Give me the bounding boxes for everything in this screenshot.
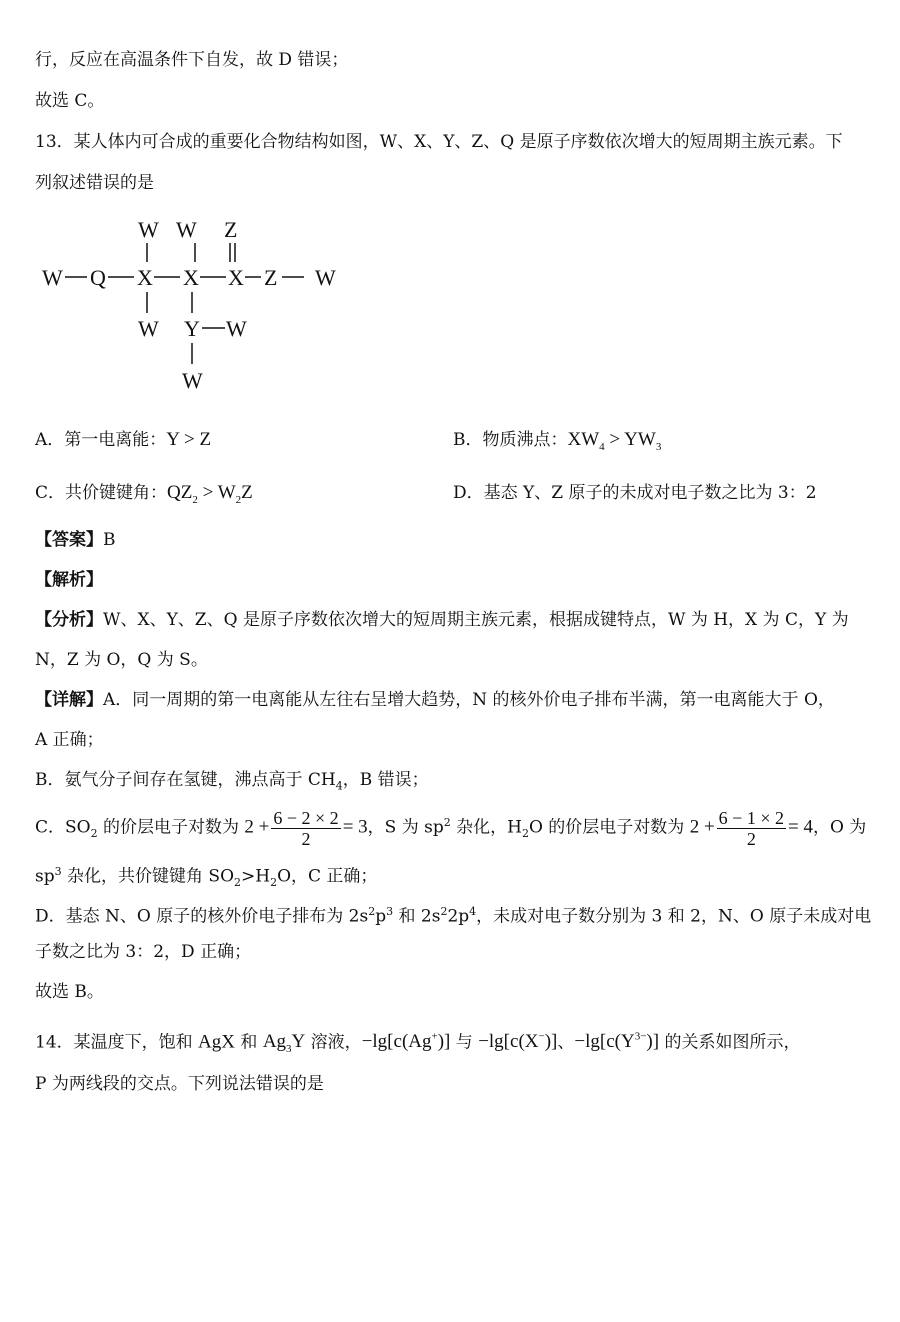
text-line: 子数之比为 3：2，D 正确； xyxy=(35,942,252,962)
atom-x: X xyxy=(137,265,153,290)
text-part: ，O 为 xyxy=(812,817,867,838)
math-part xyxy=(574,1031,659,1052)
text-part: 的关系如图所示， xyxy=(659,1032,801,1053)
expr-part: > W xyxy=(197,482,236,503)
text-part: C．SO xyxy=(35,817,91,838)
atom-w: W xyxy=(315,265,336,290)
expr-part: Z xyxy=(241,482,253,503)
text-part: B．氨气分子间存在氢键，沸点高于 CH xyxy=(35,770,336,790)
atom-w: W xyxy=(182,368,203,393)
superscript: 2 xyxy=(368,905,376,918)
text-line xyxy=(35,768,429,798)
text-part: 2p xyxy=(447,906,470,927)
question-13-stem-cont: 列叙述错误的是 xyxy=(35,173,154,193)
answer-label: 【答案】 xyxy=(35,530,103,550)
fraction-numerator: 6 − 1 × 2 xyxy=(718,807,784,828)
text-part: 与 xyxy=(450,1032,479,1053)
text-part: sp xyxy=(35,866,55,887)
fraction-numerator: 6 − 2 × 2 xyxy=(273,807,339,828)
math-part: −lg[c(Ag xyxy=(361,1031,432,1053)
text-part: p xyxy=(375,906,387,927)
text-part: 杂化，H xyxy=(450,817,522,838)
superscript: 3− xyxy=(634,1031,647,1043)
subscript: 2 xyxy=(270,876,278,890)
answer-value: B xyxy=(103,530,116,550)
math-part: Ag xyxy=(262,1031,287,1053)
subscript: 2 xyxy=(234,876,241,890)
atom-x: X xyxy=(183,265,199,290)
answer-line xyxy=(35,528,116,552)
subscript: 4 xyxy=(599,440,605,453)
math-part: 2 + xyxy=(244,816,270,838)
text-part: ，S 为 sp xyxy=(367,817,444,838)
atom-w: W xyxy=(176,217,197,242)
superscript: 3 xyxy=(386,905,394,918)
expr-part: XW xyxy=(567,429,600,450)
atom-w: W xyxy=(138,316,159,341)
math-part: = 4 xyxy=(787,816,813,838)
text-part: ，未成对电子数分别为 3 和 2，N、O 原子未成对电 xyxy=(476,906,872,927)
option-d[interactable]: D．基态 Y、Z 原子的未成对电子数之比为 3：2 xyxy=(453,483,817,503)
option-c-label: C．共价键键角： xyxy=(35,483,168,503)
fraction xyxy=(717,808,786,849)
option-b-label: B．物质沸点： xyxy=(453,430,568,450)
math-part xyxy=(262,1031,306,1056)
text-line: 故选 B。 xyxy=(35,982,104,1002)
question-14-stem-cont: P 为两线段的交点。下列说法错误的是 xyxy=(35,1074,324,1094)
superscript: 2 xyxy=(440,905,448,918)
analysis-xiangjie xyxy=(35,688,835,712)
text-part: O 的价层电子对数为 xyxy=(528,817,685,838)
math-part xyxy=(362,1031,451,1052)
option-a-label: A．第一电离能： xyxy=(35,430,167,450)
text-part: ，B 错误； xyxy=(342,770,429,790)
text-line: 行，反应在高温条件下自发，故 D 错误； xyxy=(35,50,349,70)
option-a[interactable] xyxy=(35,428,211,452)
atom-z: Z xyxy=(264,265,278,290)
text-part: 14．某温度下，饱和 xyxy=(35,1032,199,1053)
subscript: 3 xyxy=(655,440,662,453)
question-14-stem xyxy=(35,1025,800,1061)
option-c-expr xyxy=(167,482,253,506)
superscript: 4 xyxy=(469,905,477,918)
analysis-header: 【解析】 xyxy=(35,570,103,590)
fraction-denominator: 2 xyxy=(746,828,756,849)
superscript: 3 xyxy=(54,865,62,878)
molecular-structure-diagram xyxy=(30,210,360,400)
fenxi-label: 【分析】 xyxy=(35,610,103,630)
atom-x: X xyxy=(228,265,244,290)
math-part: )] xyxy=(437,1031,451,1053)
option-a-expr: Y > Z xyxy=(166,429,212,450)
text-part: D．基态 N、O 原子的核外价电子排布为 2s xyxy=(35,906,369,927)
subscript: 2 xyxy=(192,493,198,506)
text-line-with-fractions xyxy=(35,800,866,857)
text-part: 、 xyxy=(557,1032,575,1053)
analysis-fenxi xyxy=(35,608,849,632)
math-part xyxy=(478,1031,557,1052)
atom-z: Z xyxy=(224,217,238,242)
text-line: 故选 C。 xyxy=(35,91,105,111)
atom-y: Y xyxy=(184,316,200,341)
subscript: 3 xyxy=(286,1043,292,1056)
expr-part: > YW xyxy=(604,429,656,450)
expr-part: QZ xyxy=(167,482,193,503)
subscript: 2 xyxy=(90,827,98,841)
text-part: 和 xyxy=(235,1032,263,1053)
text-part: 和 2s xyxy=(393,906,441,927)
math-part: −lg[c(X xyxy=(478,1031,539,1053)
text-part: O，C 正确； xyxy=(277,866,378,887)
superscript: + xyxy=(431,1031,438,1043)
atom-w: W xyxy=(42,265,63,290)
text-line: A 正确； xyxy=(35,730,104,750)
text-part: 溶液， xyxy=(305,1032,362,1053)
math-part: −lg[c(Y xyxy=(574,1031,635,1053)
option-c[interactable] xyxy=(35,481,253,512)
atom-q: Q xyxy=(90,265,106,290)
text-line xyxy=(35,900,871,929)
xiangjie-label: 【详解】 xyxy=(35,690,103,710)
text-line xyxy=(35,860,377,895)
math-part: Y xyxy=(291,1031,306,1053)
text-line: N，Z 为 O，Q 为 S。 xyxy=(35,650,208,670)
superscript: 2 xyxy=(443,816,451,829)
math-part: )] xyxy=(544,1031,558,1053)
question-13-stem: 13．某人体内可合成的重要化合物结构如图，W、X、Y、Z、Q 是原子序数依次增大的短周期主族元素。下 xyxy=(35,132,843,152)
text-part: 杂化，共价键键角 SO xyxy=(61,866,234,887)
math-part: AgX xyxy=(198,1031,235,1053)
text-part: >H xyxy=(241,866,271,887)
text-part: 的价层电子对数为 xyxy=(97,817,239,838)
subscript: 2 xyxy=(521,827,529,841)
subscript: 2 xyxy=(235,493,242,506)
math-part: = 3 xyxy=(342,816,368,838)
fraction-denominator: 2 xyxy=(301,828,311,849)
superscript: − xyxy=(538,1031,545,1043)
option-b[interactable] xyxy=(453,428,661,459)
subscript: 4 xyxy=(335,779,343,793)
fenxi-text: W、X、Y、Z、Q 是原子序数依次增大的短周期主族元素，根据成键特点，W 为 H，X 为 C，Y 为 xyxy=(103,610,849,630)
atom-w: W xyxy=(226,316,247,341)
option-b-expr xyxy=(567,429,662,453)
math-part: 2 + xyxy=(689,816,715,838)
xiangjie-text: A．同一周期的第一电离能从左往右呈增大趋势，N 的核外价电子排布半满，第一电离能大于 O， xyxy=(103,690,835,710)
atom-w: W xyxy=(138,217,159,242)
math-part: )] xyxy=(646,1031,660,1053)
fraction xyxy=(271,808,340,849)
